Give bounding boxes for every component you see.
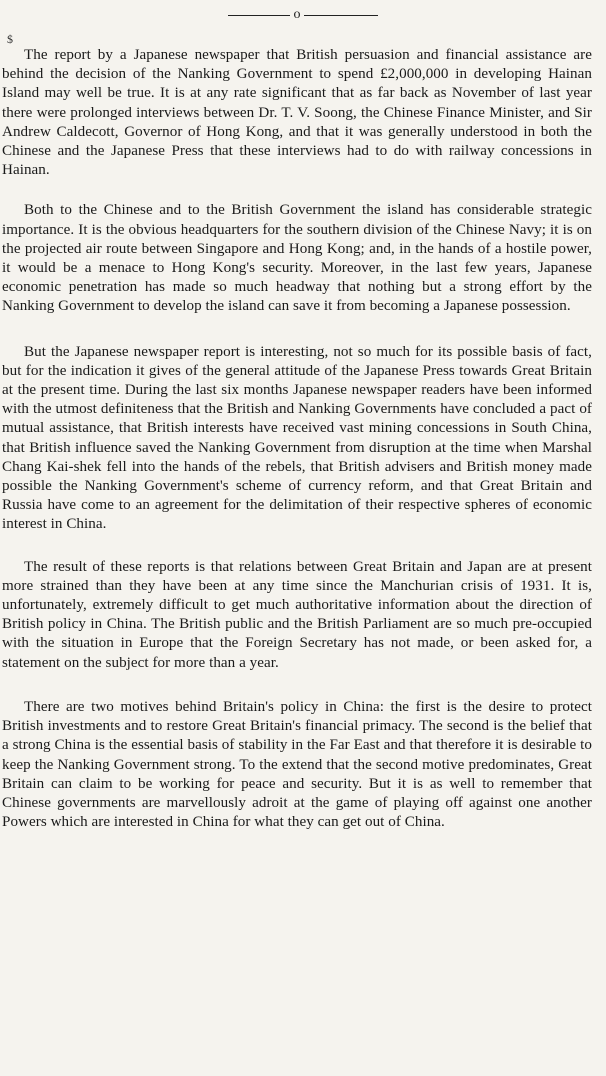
paragraph-strategic-importance: Both to the Chinese and to the British Government the island has considerable strategic importance. It is the obvious headquarters for the southern division of the Chinese Navy; it is on the projected air route between Singapore and Hong Kong; and, in the hands of a hostile power, it would be a menace to Hong Kong's security. Moreover, in the last few years, Japanese economic penetration has made so much headway that nothing but a strong effort by the Nanking Government to develop the island can save it from becoming a Japanese possession. (2, 202, 592, 315)
paragraph-policy-motives: There are two motives behind Britain's policy in China: the first is the desire to protect British investments and to restore Great Britain's financial primacy. The second is the belief that a strong China is the essential basis of stability in the Far East and that therefore it is desirable to keep the Nanking Government strong. To the extend that the second motive predominates, Great Britain can claim to be working for peace and security. But it is as well to remember that Chinese governments are marvellously adroit at the game of playing off against one another Powers which are interested in China for what they can get out of China. (2, 698, 592, 831)
stray-print-mark: $ (7, 32, 13, 46)
paragraph-japanese-press-attitude: But the Japanese newspaper report is interesting, not so much for its possible basis of fact, but for the indication it gives of the general attitude of the Japanese Press towards Great Britain at the present time. During the last six months Japanese newspaper readers have been informed with the utmost definiteness that the British and Nanking Governments have concluded a pact of mutual assistance, that British interests have received vast mining concessions in South China, that British influence saved the Nanking Government from disruption at the time when Marshal Chang Kai-shek fell into the hands of the rebels, that British advisers and British money made possible the Nanking Government's scheme of currency reform, and that Great Britain and Russia have come to an agreement for the delimitation of their respective spheres of economic interest in China. (2, 343, 592, 533)
divider-ornament: o (290, 7, 304, 23)
article-body (2, 46, 592, 832)
paragraph-strained-relations: The result of these reports is that relations between Great Britain and Japan are at present more strained than they have been at any time since the Manchurian crisis of 1931. It is, unfortunately, extremely difficult to get much authoritative information about the direction of British policy in China. The British public and the British Parliament are so much pre-occupied with the situation in Europe that the Foreign Secretary has not made, or been asked for, a statement on the subject for more than a year. (2, 558, 592, 671)
paragraph-hainan-report: The report by a Japanese newspaper that British persuasion and financial assistance are behind the decision of the Nanking Government to spend £2,000,000 in developing Hainan Island may well be true. It is at any rate significant that as far back as November of last year there were prolonged interviews between Dr. T. V. Soong, the Chinese Finance Minister, and Sir Andrew Caldecott, Governor of Hong Kong, and that it was generally understood in both the Chinese and the Japanese Press that these interviews had to do with railway concessions in Hainan. (2, 47, 592, 179)
